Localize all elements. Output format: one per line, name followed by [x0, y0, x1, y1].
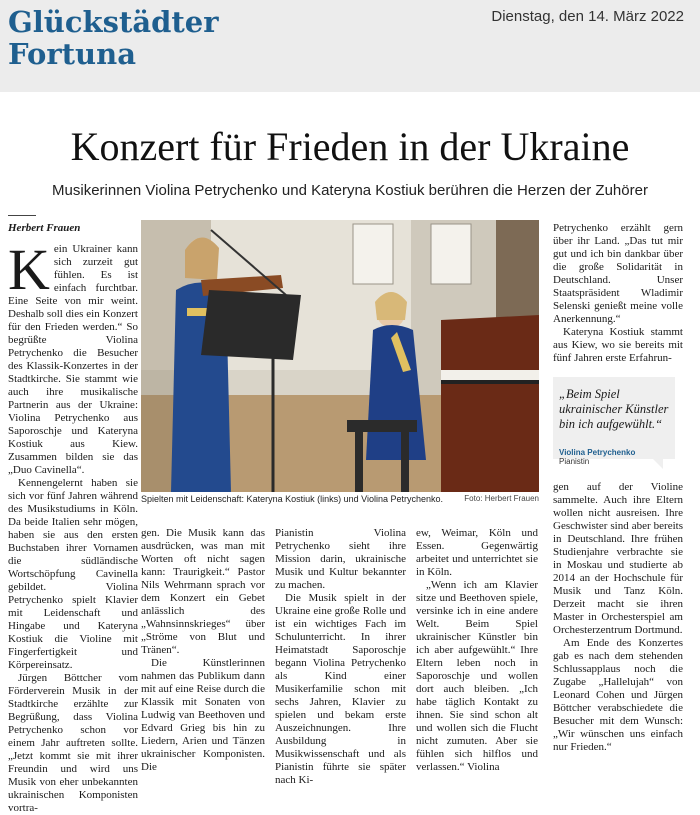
masthead-line-1: Glückstädter [8, 5, 219, 39]
paragraph: Petrychenko erzählt gern über ihr Land. „Das tut mir gut und ich bin dankbar über die große Solidarität in Deutschland. Unser Staatspräsident Wladimir Selenski genießt meine volle Anerkennung.“ [553, 222, 683, 325]
paragraph: Kennengelernt haben sie sich vor fünf Jahren während des Musikstudiums in Köln. Da beide Italien sehr mögen, haben sie aus den ersten Buchstaben ihrer Vornamen die südländische Wortschöpfung Cavinella gebildet. Violina Petrychenko spielt Klavier mit Leidenschaft und Hingabe und Kateryna Kostiuk die Violine mit Fingerfertigkeit und Körpereinsatz. [8, 477, 138, 671]
author-byline: Herbert Frauen [8, 222, 81, 234]
newspaper-masthead [8, 6, 219, 70]
paragraph: „Wenn ich am Klavier sitze und Beethoven spiele, versinke ich in eine andere Welt. Beim Spiel ukrainischer Künstler bin ich aber aufgewühlt.“ Ihre Eltern leben noch in Saporoschje und wollen dort auch bleiben. „Ich habe täglich Kontakt zu ihnen. Sie sind schon alt und wollen sich die Flucht nicht zumuten. Aber sie fühlen sich hilflos und verlassen.“ Violina [416, 579, 538, 773]
masthead-line-2: Fortuna [8, 37, 136, 71]
paragraph-text: ein Ukrainer kann sich zurzeit gut fühlen. Es ist einfach furchtbar. Eine Seite von mir weint. Deshalb soll dies ein Konzert für den Frieden werden.“ So begrüßte Violina Petrychenko die Besucher des Klassik-Konzertes in der Stadtkirche. Sie stammt wie auch ihre musikalische Partnerin aus der Ukraine: Violina Petrychenko aus Saporoschje und Kateryna Kostiuk aus Kiew. Zusammen bilden sie das „Duo Cavinella“. [8, 243, 138, 476]
author-rule [8, 215, 36, 216]
paragraph: Pianistin Violina Petrychenko sieht ihre Mission darin, ukrainische Musik und Kultur bekannter zu machen. [275, 527, 406, 591]
text-column-5-top [553, 222, 683, 370]
photo-caption [141, 494, 539, 504]
paragraph: gen. Die Musik kann das ausdrücken, was man mit Worten oft nicht sagen kann: Traurigkeit.“ Pastor Nils Wehrmann sprach vor dem Konzert ein Gebet anlässlich des „Wahnsinnskrieges“ über „Ströme von Blut und Tränen“. [141, 527, 265, 656]
paragraph: gen auf der Violine sammelte. Auch ihre Eltern wollen nicht ausreisen. Ihre Geschwister sind aber bereits in Deutschland. Ihre frühen Studienjahre verbrachte sie in Moskau und studierte ab 2014 an der Hochschule für Musik und Tanz Köln. Derzeit macht sie ihren Master in Orchesterspiel am Orchesterzentrum Dortmund. [553, 481, 683, 636]
paragraph: Die Musik spielt in der Ukraine eine große Rolle und ist ein wichtiges Fach im Schulunterricht. In ihrer Heimatstadt Saporoschje begann Violina Petrychenko als Kind einer Musikerfamilie schon mit sechs Jahren, Klavier zu spielen und bekam erste Auszeichnungen. Ihre Ausbildung in Musikwissenschaft und als Pianistin führte sie später nach Ki- [275, 592, 406, 786]
text-column-3 [275, 527, 406, 786]
caption-text: Spielten mit Leidenschaft: Kateryna Kostiuk (links) und Violina Petrychenko. [141, 494, 443, 504]
article-subheadline: Musikerinnen Violina Petrychenko und Kateryna Kostiuk berühren die Herzen der Zuhörer [52, 182, 648, 199]
paragraph: Die Künstlerinnen nahmen das Publikum dann mit auf eine Reise durch die Klassik mit Sonaten von Ludwig van Beethoven und Edvard Grieg bis hin zu Liedern, Arien und Tänzen ukrainischer Komponisten. Die [141, 657, 265, 773]
masthead-band [0, 0, 700, 92]
paragraph [8, 237, 138, 477]
drop-cap: K [8, 237, 50, 302]
text-column-1 [8, 237, 138, 814]
pull-quote-role: Pianistin [559, 457, 590, 466]
photo-credit: Foto: Herbert Frauen [464, 494, 539, 503]
pull-quote-tail [653, 459, 663, 469]
pull-quote-box [553, 377, 675, 466]
paragraph: Kateryna Kostiuk stammt aus Kiew, wo sie bereits mit fünf Jahren erste Erfahrun- [553, 326, 683, 364]
paragraph: Am Ende des Konzertes gab es nach dem stehenden Schlussapplaus noch die Zugabe „Hallelujah“ von Leonard Cohen und Jürgen Böttcher verabschiedete die Besucher mit dem Wunsch: „Wir wünschen uns einfach nur Frieden.“ [553, 637, 683, 753]
paragraph: ew, Weimar, Köln und Essen. Gegenwärtig arbeitet und unterrichtet sie in Köln. [416, 527, 538, 578]
article-headline: Konzert für Frieden in der Ukraine [70, 124, 630, 169]
concert-photo-image [141, 220, 539, 492]
text-column-4 [416, 527, 538, 773]
pull-quote-name: Violina Petrychenko [559, 448, 636, 457]
paragraph: Jürgen Böttcher vom Förderverein Musik in der Stadtkirche erzählte zur Begrüßung, dass Violina Petrychenko schon vor einem Jahr auftreten sollte. „Jetzt kommt sie mit ihrer Freundin und wird uns Musik von eher unbekannten ukrainischen Komponisten vortra- [8, 672, 138, 814]
issue-date: Dienstag, den 14. März 2022 [491, 8, 684, 25]
pull-quote-text: „Beim Spiel ukrainischer Künstler bin ich aufgewühlt.“ [559, 387, 669, 431]
text-column-5-bottom [553, 481, 683, 753]
concert-photo [141, 220, 539, 492]
text-column-2 [141, 527, 265, 773]
